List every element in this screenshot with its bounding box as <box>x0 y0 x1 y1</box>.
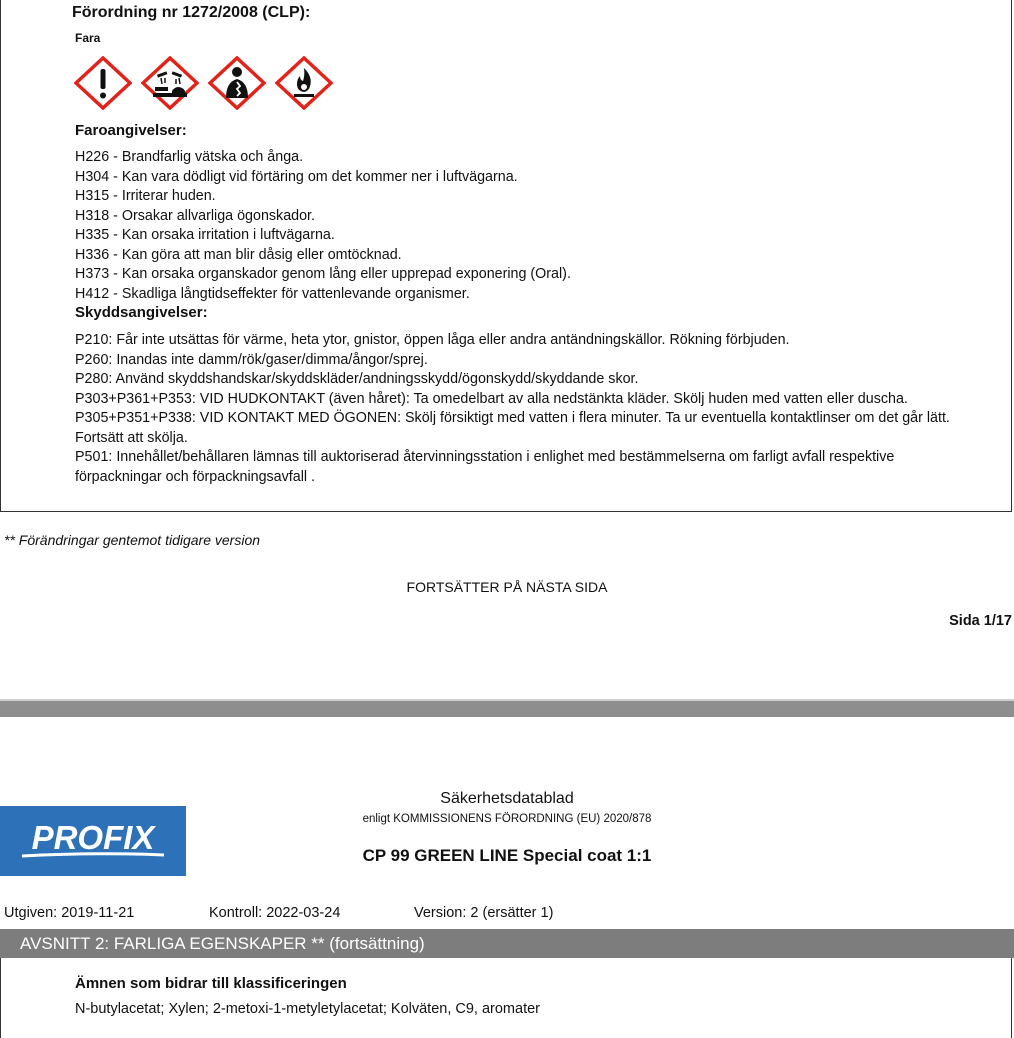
continue-next-page: FORTSÄTTER PÅ NÄSTA SIDA <box>406 579 608 595</box>
precautionary-statements-list <box>75 331 975 487</box>
checked-date: Kontroll: 2022-03-24 <box>209 905 341 921</box>
document-title: Säkerhetsdatablad <box>440 790 574 807</box>
precautionary-statement: P280: Använd skyddshandskar/skyddskläder/andningsskydd/ögonskydd/skyddande skor. <box>75 371 639 387</box>
page-number: Sida 1/17 <box>949 613 1012 629</box>
exclamation-mark-icon <box>74 56 132 110</box>
hazard-statement: H315 - Irriterar huden. <box>75 188 216 204</box>
version-info: Version: 2 (ersätter 1) <box>414 905 554 921</box>
precautionary-statement: P260: Inandas inte damm/rök/gaser/dimma/ångor/sprej. <box>75 351 428 368</box>
classification-heading: Ämnen som bidrar till klassificeringen <box>75 975 347 992</box>
hazard-statements-heading: Faroangivelser: <box>75 122 187 139</box>
health-hazard-icon <box>208 56 266 110</box>
precautionary-statement: P303+P361+P353: VID HUDKONTAKT (även håret): Ta omedelbart av alla nedstänkta kläder. Skölj huden med vatten eller duscha. <box>75 390 908 407</box>
section-content-box <box>0 958 1012 1038</box>
ghs-pictograms <box>74 56 333 110</box>
precautionary-statement: P305+P351+P338: VID KONTAKT MED ÖGONEN: Skölj försiktigt med vatten i flera minuter. Ta ur eventuella kontaktlinser om det går lätt. Fortsätt att skölja. <box>75 410 950 446</box>
precautionary-statement: P210: Får inte utsättas för värme, heta ytor, gnistor, öppen låga eller andra antändningskällor. Rökning förbjuden. <box>75 332 790 348</box>
changes-note: ** Förändringar gentemot tidigare version <box>4 532 261 548</box>
hazard-statement: H226 - Brandfarlig vätska och ånga. <box>75 149 304 165</box>
section-header: AVSNITT 2: FARLIGA EGENSKAPER ** (fortsättning) <box>0 929 1014 958</box>
corrosion-icon <box>141 56 199 110</box>
hazard-statement: H335 - Kan orsaka irritation i luftvägarna. <box>75 227 335 243</box>
logo-text: PROFIX <box>31 819 155 856</box>
precautionary-statements-heading: Skyddsangivelser: <box>75 304 208 321</box>
precautionary-statement: P501: Innehållet/behållaren lämnas till auktoriserad återvinningsstation i enlighet med bestämmelserna om farligt avfall respektive förpackningar och förpackningsavfall . <box>75 449 895 485</box>
page-separator <box>0 699 1014 717</box>
hazard-statement: H336 - Kan göra att man blir dåsig eller omtöcknad. <box>75 246 402 263</box>
issued-date: Utgiven: 2019-11-21 <box>4 905 135 921</box>
hazard-statement: H318 - Orsakar allvarliga ögonskador. <box>75 207 315 224</box>
hazard-statement: H304 - Kan vara dödligt vid förtäring om det kommer ner i luftvägarna. <box>75 168 518 185</box>
hazard-statements-list <box>75 148 571 304</box>
classification-substances: N-butylacetat; Xylen; 2-metoxi-1-metyletylacetat; Kolväten, C9, aromater <box>75 1001 540 1017</box>
signal-word: Fara <box>75 31 101 45</box>
hazard-statement: H373 - Kan orsaka organskador genom lång eller upprepad exponering (Oral). <box>75 266 571 282</box>
product-name: CP 99 GREEN LINE Special coat 1:1 <box>362 846 652 865</box>
hazard-statement: H412 - Skadliga långtidseffekter för vattenlevande organismer. <box>75 285 470 302</box>
regulation-title: Förordning nr 1272/2008 (CLP): <box>72 4 311 21</box>
document-subtitle: enligt KOMMISSIONENS FÖRORDNING (EU) 2020/878 <box>362 813 652 825</box>
flame-icon <box>275 56 333 110</box>
